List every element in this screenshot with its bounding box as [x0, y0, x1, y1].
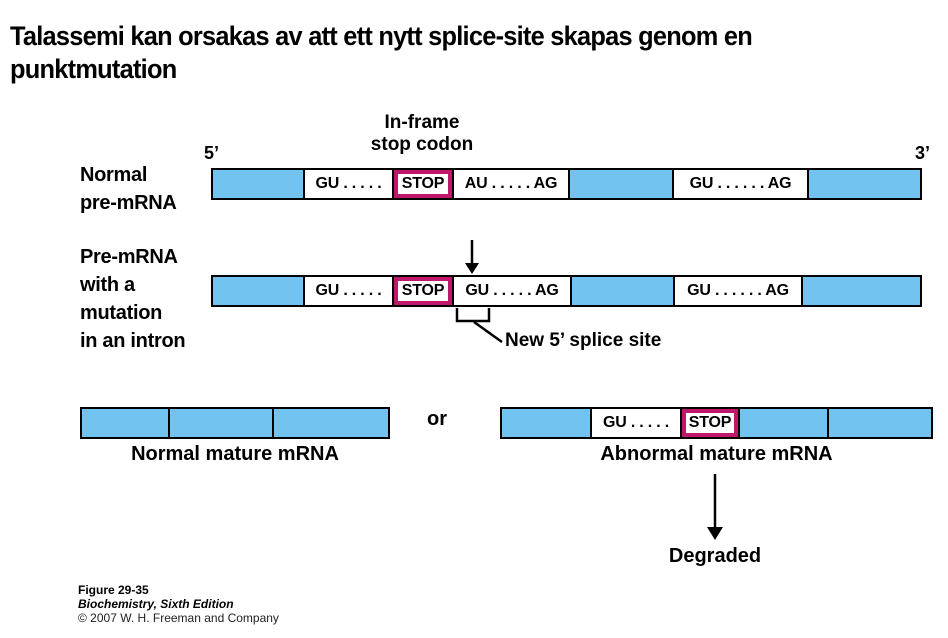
copyright-line: © 2007 W. H. Freeman and Company	[78, 611, 279, 625]
bar-normal-mature-mrna	[80, 407, 390, 439]
normal-mature-mrna-label: Normal mature mRNA	[131, 443, 339, 465]
mrna-segment-stop: STOP	[392, 168, 452, 200]
mrna-segment-intron: GU . . . . .	[303, 275, 392, 307]
page-title	[10, 20, 884, 86]
mrna-segment-intron: GU . . . . . . AG	[673, 275, 801, 307]
bar-abnormal-mature-mrna	[500, 407, 933, 439]
mutation-arrow-icon	[460, 240, 484, 276]
degraded-label: Degraded	[668, 545, 762, 567]
row-label-normal-pre-mrna: Normal pre-mRNA	[80, 164, 177, 214]
or-label: or	[427, 408, 447, 430]
mrna-segment-exon	[827, 407, 933, 439]
mrna-segment-exon	[211, 275, 303, 307]
mrna-segment-exon	[80, 407, 168, 439]
bar-normal-pre-mrna	[211, 168, 922, 200]
mrna-segment-intron: GU . . . . .	[303, 168, 392, 200]
book-title: Biochemistry, Sixth Edition	[78, 597, 234, 611]
five-prime-label: 5’	[204, 143, 220, 163]
mrna-segment-exon	[168, 407, 272, 439]
figure-number: Figure 29-35	[78, 583, 149, 597]
figure-caption	[78, 583, 279, 625]
mrna-segment-exon	[801, 275, 922, 307]
mrna-segment-exon	[738, 407, 827, 439]
mrna-segment-exon	[211, 168, 303, 200]
mrna-segment-exon	[568, 168, 672, 200]
three-prime-label: 3’	[915, 143, 931, 163]
page-title-line2: punktmutation	[10, 54, 177, 84]
mrna-segment-intron: GU . . . . . . AG	[672, 168, 807, 200]
in-frame-stop-codon-label: In-frame stop codon	[370, 112, 474, 155]
mrna-segment-intron: AU . . . . . AG	[452, 168, 568, 200]
page-title-line1: Talassemi kan orsakas av att ett nytt splice-site skapas genom en	[10, 21, 753, 51]
abnormal-mature-mrna-label: Abnormal mature mRNA	[600, 443, 833, 465]
mrna-segment-intron: GU . . . . . AG	[452, 275, 570, 307]
new-splice-site-label: New 5’ splice site	[505, 330, 662, 351]
mrna-segment-exon	[500, 407, 590, 439]
bar-mutated-pre-mrna	[211, 275, 922, 307]
degraded-arrow-icon	[703, 474, 727, 542]
mrna-segment-stop: STOP	[680, 407, 738, 439]
mrna-segment-stop: STOP	[392, 275, 452, 307]
mrna-segment-exon	[272, 407, 390, 439]
mrna-segment-intron: GU . . . . .	[590, 407, 680, 439]
mrna-segment-exon	[570, 275, 673, 307]
row-label-mutated-pre-mrna: Pre-mRNA with a mutation in an intron	[80, 246, 186, 352]
mrna-segment-exon	[807, 168, 922, 200]
